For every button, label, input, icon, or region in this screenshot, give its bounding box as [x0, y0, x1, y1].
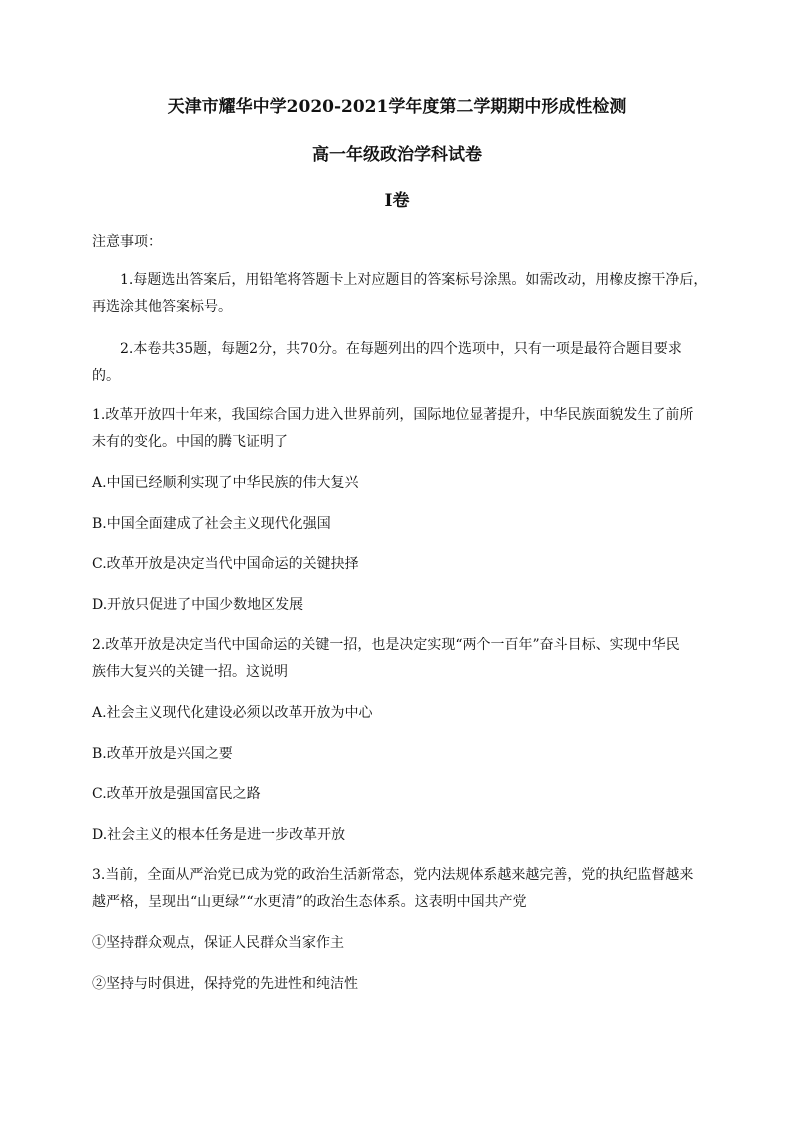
question-1-stem-line-1: 1.改革开放四十年来，我国综合国力进入世界前列，国际地位显著提升，中华民族面貌发生了前所 [92, 407, 694, 423]
school-exam-title: 天津市耀华中学2020-2021学年度第二学期期中形成性检测 [167, 97, 627, 117]
question-1-stem-line-2: 未有的变化。中国的腾飞证明了 [92, 434, 288, 450]
question-2-option-d: D.社会主义的根本任务是进一步改革开放 [92, 827, 346, 843]
question-3-stem-line-1: 3.当前，全面从严治党已成为党的政治生活新常态，党内法规体系越来越完善，党的执纪监督越来 [92, 867, 694, 883]
question-2-stem-line-1: 2.改革开放是决定当代中国命运的关键一招，也是决定实现“两个一百年”奋斗目标、实现中华民 [92, 637, 680, 653]
notice-item-2-line-2: 的。 [92, 368, 120, 384]
question-2-stem-line-2: 族伟大复兴的关键一招。这说明 [92, 664, 288, 680]
question-2-option-a: A.社会主义现代化建设必须以改革开放为中心 [92, 705, 373, 721]
volume-title: I卷 [384, 191, 410, 211]
question-1-option-d: D.开放只促进了中国少数地区发展 [92, 597, 304, 613]
question-3-stem-line-2: 越严格，呈现出“山更绿”“水更清”的政治生态体系。这表明中国共产党 [92, 894, 527, 910]
question-1-option-b: B.中国全面建成了社会主义现代化强国 [92, 516, 331, 532]
question-3-statement-2: ②坚持与时俱进，保持党的先进性和纯洁性 [92, 976, 358, 992]
question-2-option-b: B.改革开放是兴国之要 [92, 746, 233, 762]
question-2-option-c: C.改革开放是强国富民之路 [92, 786, 261, 802]
question-1-option-c: C.改革开放是决定当代中国命运的关键抉择 [92, 556, 359, 572]
notice-item-2-line-1: 2.本卷共35题，每题2分，共70分。在每题列出的四个选项中，只有一项是最符合题目要求 [120, 341, 682, 357]
question-1-option-a: A.中国已经顺利实现了中华民族的伟大复兴 [92, 475, 359, 491]
notice-item-1-line-1: 1.每题选出答案后，用铅笔将答题卡上对应题目的答案标号涂黑。如需改动，用橡皮擦干净后， [120, 272, 708, 288]
notice-item-1-line-2: 再选涂其他答案标号。 [92, 299, 232, 315]
question-3-statement-1: ①坚持群众观点，保证人民群众当家作主 [92, 935, 344, 951]
subject-title: 高一年级政治学科试卷 [312, 145, 482, 165]
notice-heading: 注意事项： [92, 234, 162, 250]
